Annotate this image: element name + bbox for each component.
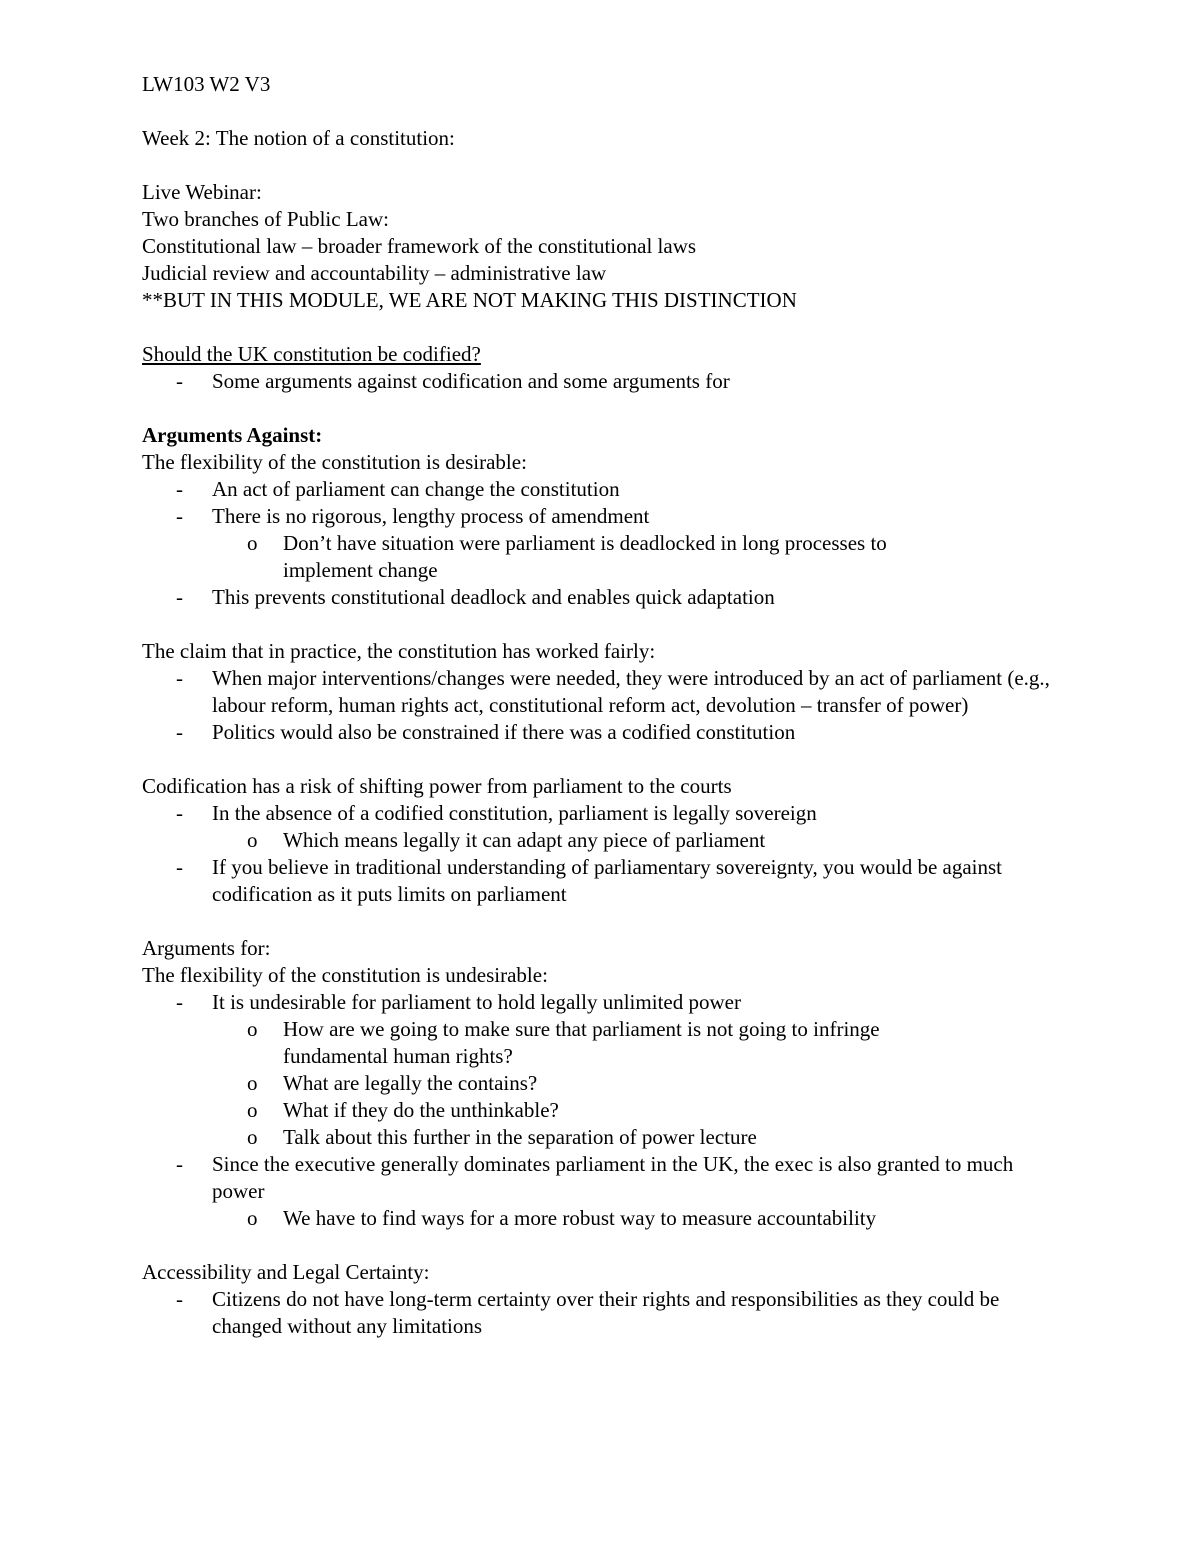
subsection-heading: Accessibility and Legal Certainty: — [142, 1260, 430, 1284]
list-item — [142, 989, 1102, 1016]
list-item-text: We have to find ways for a more robust way to measure accountability — [283, 1206, 877, 1230]
list-item-text: Citizens do not have long-term certainty over their rights and responsibilities as they could be changed without any limitations — [212, 1287, 1000, 1338]
list-item-text: What are legally the contains? — [283, 1071, 538, 1095]
circle-marker: o — [247, 1206, 258, 1230]
list-item-text: Which means legally it can adapt any piece of parliament — [283, 828, 766, 852]
subsection-heading: The flexibility of the constitution is undesirable: — [142, 963, 548, 987]
sub-list-item — [142, 827, 1102, 854]
dash-marker: - — [176, 666, 183, 690]
list-item — [142, 584, 1102, 611]
list-item — [142, 368, 1102, 395]
sub-list-item — [142, 530, 1102, 584]
list-item-text: This prevents constitutional deadlock and enables quick adaptation — [212, 585, 775, 609]
dash-marker: - — [176, 369, 183, 393]
subsection-heading: Codification has a risk of shifting power from parliament to the courts — [142, 774, 732, 798]
document-title: Week 2: The notion of a constitution: — [142, 126, 455, 150]
list-item — [142, 1151, 1102, 1205]
document-header: LW103 W2 V3 — [142, 72, 271, 96]
dash-marker: - — [176, 504, 183, 528]
list-item-text: There is no rigorous, lengthy process of amendment — [212, 504, 650, 528]
document-body — [142, 71, 1102, 1340]
list-item-text: It is undesirable for parliament to hold legally unlimited power — [212, 990, 741, 1014]
list-item — [142, 800, 1102, 827]
circle-marker: o — [247, 1125, 258, 1149]
list-item — [142, 665, 1102, 719]
dash-marker: - — [176, 720, 183, 744]
webinar-line: Two branches of Public Law: — [142, 207, 389, 231]
webinar-line: Constitutional law – broader framework of the constitutional laws — [142, 234, 697, 258]
dash-marker: - — [176, 477, 183, 501]
section-heading-for: Arguments for: — [142, 936, 271, 960]
dash-marker: - — [176, 990, 183, 1014]
subsection-heading: The claim that in practice, the constitution has worked fairly: — [142, 639, 656, 663]
dash-marker: - — [176, 855, 183, 879]
list-item — [142, 1286, 1102, 1340]
sub-list-item — [142, 1016, 1102, 1070]
circle-marker: o — [247, 828, 258, 852]
list-item-text: In the absence of a codified constitution, parliament is legally sovereign — [212, 801, 817, 825]
list-item-text: If you believe in traditional understanding of parliamentary sovereignty, you would be against codification as it puts limits on parliament — [212, 855, 1003, 906]
sub-list-item — [142, 1097, 1102, 1124]
list-item-text: An act of parliament can change the constitution — [212, 477, 620, 501]
section-heading-against: Arguments Against: — [142, 423, 323, 447]
sub-list-item — [142, 1205, 1102, 1232]
list-item — [142, 476, 1102, 503]
question-heading: Should the UK constitution be codified? — [142, 342, 481, 366]
sub-list-item — [142, 1070, 1102, 1097]
subsection-heading: The flexibility of the constitution is desirable: — [142, 450, 527, 474]
circle-marker: o — [247, 1017, 258, 1041]
list-item-text: What if they do the unthinkable? — [283, 1098, 559, 1122]
circle-marker: o — [247, 1071, 258, 1095]
list-item-text: Talk about this further in the separation of power lecture — [283, 1125, 757, 1149]
dash-marker: - — [176, 585, 183, 609]
list-item-text: Since the executive generally dominates parliament in the UK, the exec is also granted to much power — [212, 1152, 1014, 1203]
list-item — [142, 854, 1102, 908]
dash-marker: - — [176, 801, 183, 825]
circle-marker: o — [247, 1098, 258, 1122]
webinar-line: Judicial review and accountability – administrative law — [142, 261, 607, 285]
list-item-text: Don’t have situation were parliament is deadlocked in long processes to implement change — [283, 531, 887, 582]
circle-marker: o — [247, 531, 258, 555]
list-item — [142, 719, 1102, 746]
dash-marker: - — [176, 1287, 183, 1311]
sub-list-item — [142, 1124, 1102, 1151]
dash-marker: - — [176, 1152, 183, 1176]
list-item — [142, 503, 1102, 530]
webinar-line: **BUT IN THIS MODULE, WE ARE NOT MAKING THIS DISTINCTION — [142, 288, 797, 312]
list-item-text: When major interventions/changes were needed, they were introduced by an act of parliament (e.g., labour reform, human rights act, constitutional reform act, devolution – transfer of power) — [212, 666, 1050, 717]
list-item-text: Politics would also be constrained if there was a codified constitution — [212, 720, 796, 744]
list-item-text: Some arguments against codification and some arguments for — [212, 369, 730, 393]
list-item-text: How are we going to make sure that parliament is not going to infringe fundamental human rights? — [283, 1017, 880, 1068]
webinar-heading: Live Webinar: — [142, 180, 262, 204]
